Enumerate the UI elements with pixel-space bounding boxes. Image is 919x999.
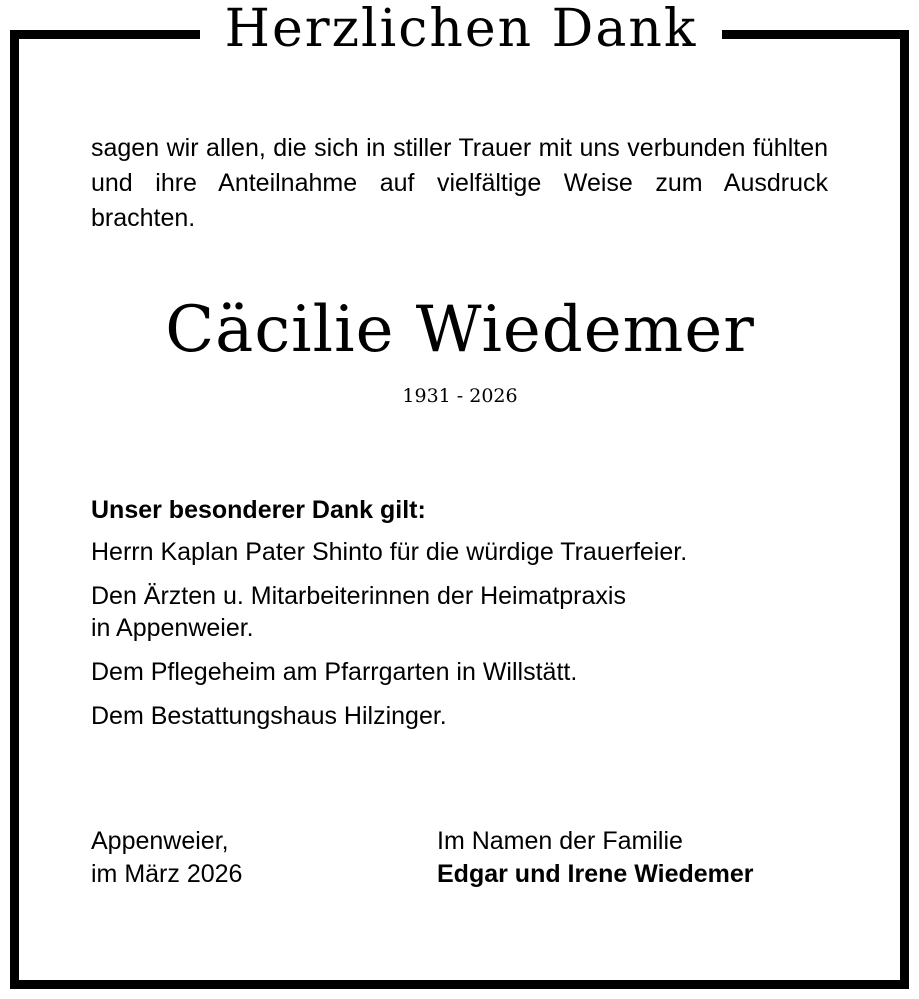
frame-top-right-rule (722, 30, 909, 39)
thanks-item-line: Dem Pflegeheim am Pfarrgarten in Willstätt. (91, 658, 578, 686)
thanks-item-line: Den Ärzten u. Mitarbeiterinnen der Heimatpraxis (91, 582, 626, 610)
thanks-item (91, 536, 851, 568)
thanks-item-line: Herrn Kaplan Pater Shinto für die würdige Trauerfeier. (91, 538, 688, 566)
signoff-intro: Im Namen der Familie (437, 827, 683, 855)
place-date (91, 825, 242, 891)
family-names: Edgar und Irene Wiedemer (437, 860, 754, 888)
thanks-heading: Unser besonderer Dank gilt: (91, 496, 426, 524)
frame-top-left-rule (10, 30, 200, 39)
thanks-item-line: in Appenweier. (91, 614, 254, 642)
deceased-name: Cäcilie Wiedemer (165, 293, 755, 367)
notice-heading: Herzlichen Dank (224, 0, 698, 59)
intro-text: sagen wir allen, die sich in stiller Trauer mit uns verbunden fühlten und ihre Anteilnahme auf vielfältige Weise zum Ausdruck brachten. (91, 134, 828, 232)
thanks-item (91, 656, 851, 688)
thanks-item (91, 580, 851, 644)
thanks-item-line: Dem Bestattungshaus Hilzinger. (91, 702, 447, 730)
thanks-list (91, 536, 851, 744)
date-line: im März 2026 (91, 860, 243, 888)
family-signoff (437, 825, 754, 891)
thanks-item (91, 700, 851, 732)
deceased-dates: 1931 - 2026 (402, 385, 518, 407)
place-line: Appenweier, (91, 827, 229, 855)
